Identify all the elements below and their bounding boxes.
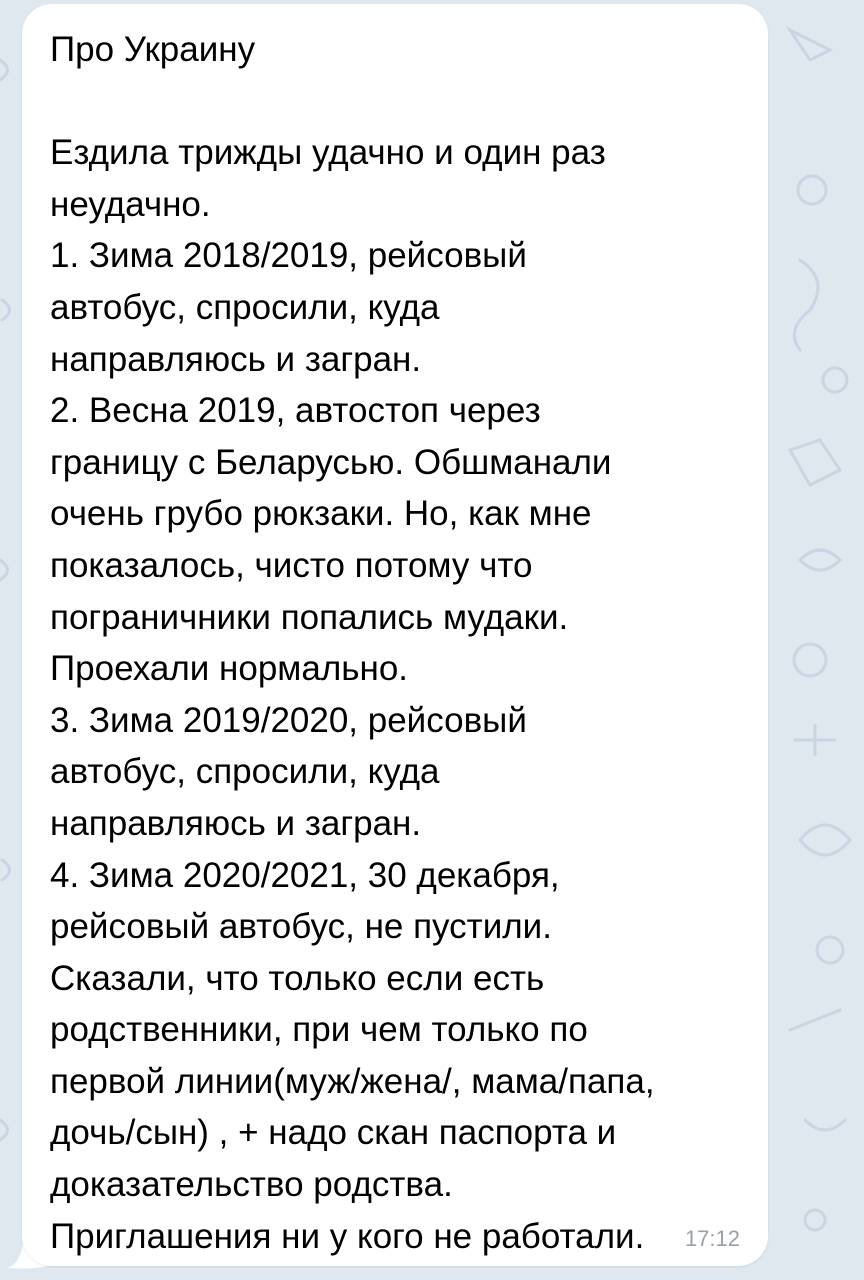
message-bubble[interactable] (22, 4, 768, 1266)
message-timestamp: 17:12 (684, 1226, 740, 1251)
message-text: Про Украину Ездила трижды удачно и один раз неудачно. 1. Зима 2018/2019, рейсовый автобус, спросили, куда направляюсь и загран. 2. Весна 2019, автостоп через границу с Беларусью. Обшманали очень грубо рюкзаки. Но, как мне показалось, чисто потому что пограничники попались мудаки. Проехали нормально. 3. Зима 2019/2020, рейсовый автобус, спросили, куда направляюсь и загран. 4. Зима 2020/2021, 30 декабря, рейсовый автобус, не пустили. Сказали, что только если есть родственники, при чем только по первой линии(муж/жена/, мама/папа, дочь/сын) , + надо скан паспорта и доказательство родства. Приглашения ни у кого не работали. (50, 30, 655, 1256)
